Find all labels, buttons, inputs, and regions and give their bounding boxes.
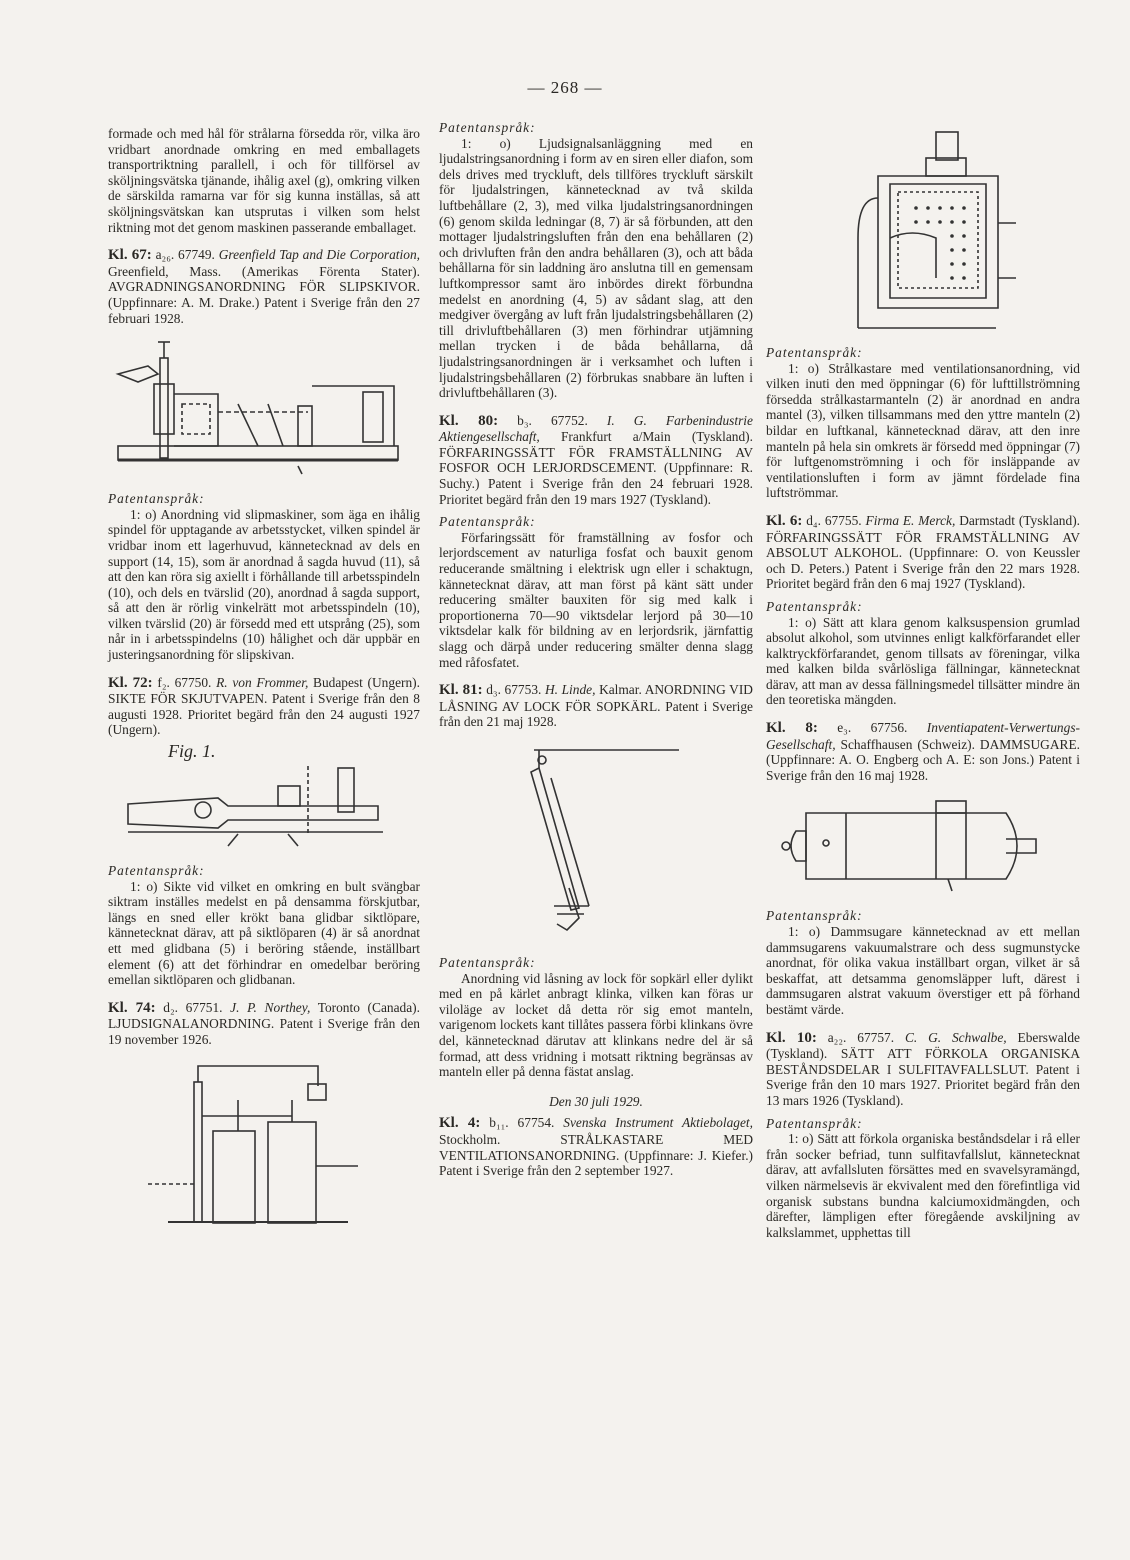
- claim-label: Patentanspråk:: [108, 863, 205, 879]
- entry-body: Kalmar. ANORDNING VID LÅSNING AV LOCK FÖR SOPKÄRL. Patent i Sverige från den 21 maj 1928.: [439, 682, 753, 730]
- figure-grinder-drawing: [108, 334, 420, 484]
- entry-number: 67751.: [185, 999, 223, 1015]
- entry-class: Kl. 4:: [439, 1115, 481, 1132]
- entry-body: Schaffhausen (Schweiz). DAMMSUGARE. (Uppfinnare: A. O. Engberg och A. E: son Jons.) Patent i Sverige från den 16 maj 1928.: [766, 736, 1080, 783]
- claim-label: Patentanspråk:: [766, 1115, 863, 1131]
- entry-body: Budapest (Ungern). SIKTE FÖR SKJUTVAPEN. Patent i Sverige från den 8 augusti 1928. Prioritet begärd från den 24 augusti 1927 (Ungern).: [108, 674, 420, 738]
- entry-number: 67754.: [517, 1115, 555, 1131]
- claim-text: Förfaringssätt för framställning av fosfor och lerjordscement av naturliga fosfat och bauxit genom reducerande smältning i elektrisk ugn eller i schaktugn, kännetecknat därav, att man först på känt sätt under reducering smälter bauxiten för sig med kalk i proportionerna 70—90 viktsdelar lerjord på 30—10 viktsdelar kalk för bildning av en lerjordsrik, järnfattig slagg och därpå under reducering smälter denna slagg med råfosfatet.: [439, 529, 753, 670]
- entry-number: 67756.: [870, 720, 908, 736]
- entry-67757-header: [766, 1030, 1080, 1109]
- claim-text: Anordning vid låsning av lock för sopkärl eller dylikt med en på kärlet anbragt klinka, vilken kan föras ur viloläge av locket då detta rör sig emot manteln, varigenom lockets kant tillåtes passera förbi klinkans övre del, kännetecknad därutav att klinkans nedre del är så formad, att dess vridning i motsatt riktning begränsas av manteln eller på denna fästat anslag.: [439, 970, 753, 1080]
- continued-claim: formade och med hål för strålarna försedda rör, vilka äro vridbart anordnade omkring en med emballagets transportriktning parallell, i och för tillförsel av sköljningsvätska tjänande, ihålig axel (g), omkring vilken de särskilda ramarna var för sig kunna inställas, så att sköljningsvätskan kan utsprutas i vilken som helst riktning mot det genom maskinen passerande emballaget.: [108, 126, 420, 235]
- claim-label: Patentanspråk:: [766, 345, 863, 360]
- entry-applicant: R. von Frommer,: [216, 674, 309, 690]
- lock-diagram: [439, 738, 739, 948]
- middle-column: [439, 120, 753, 1179]
- entry-subclass: e₃.: [837, 720, 852, 736]
- claim-text: 1: o) Sätt att klara genom kalksuspension grumlad absolut alkohol, som utvinnes enligt kalkförfarandet eller kalktryckförfarandet, genom tillsats av föreningar, vilka med kalken bilda svårlösliga fällningar, kännetecknat därav, att man av dessa fällningsmedel tillsätter mindre än den teoretiska mängden.: [766, 614, 1080, 708]
- signal-diagram: [108, 1056, 408, 1226]
- entry-class: Kl. 81:: [439, 682, 483, 699]
- claim-label: Patentanspråk:: [439, 514, 536, 530]
- entry-class: Kl. 67:: [108, 247, 152, 264]
- entry-body: Eberswalde (Tyskland). SÄTT ATT FÖRKOLA ORGANISKA BESTÅNDSDELAR I SULFITAVFALLSLUT. Patent i Sverige från den 10 mars 1927. Prioritet begärd från den 13 mars 1926 (Tyskland).: [766, 1029, 1080, 1108]
- entry-class: Kl. 6:: [766, 512, 803, 529]
- page-number: — 268 —: [527, 78, 603, 97]
- entry-applicant: H. Linde,: [544, 682, 596, 698]
- entry-class: Kl. 10:: [766, 1029, 817, 1046]
- entry-number: 67753.: [504, 682, 542, 698]
- claim-label: Patentanspråk:: [439, 120, 536, 135]
- entry-body: Frankfurt a/Main (Tyskland). FÖRFARINGSSÄTT FÖR FRAMSTÄLLNING AV FOSFOR OCH LERJORDSCEMENT. (Uppfinnare: R. Suchy.) Patent i Sverige från den 24 februari 1928. Prioritet begärd från den 19 mars 1927 (Tyskland).: [439, 429, 753, 507]
- entry-67754-header: [439, 1115, 753, 1178]
- claim-text: 1: o) Dammsugare kännetecknad av ett mellan dammsugarens vakuumalstrare och dess sugmunstycke anordnat, för olika vakua inställbart organ, vilket är så beskaffat, att detsamma genomsläpper luft, därest i dammsugaren alstrat vakuum överstiger ett på förhand bestämt värde.: [766, 924, 1080, 1017]
- figure-label: Fig. 1.: [168, 741, 216, 762]
- entry-applicant: Firma E. Merck,: [865, 512, 956, 528]
- entry-number: 67749.: [178, 247, 215, 263]
- figure-signal-drawing: [108, 1056, 420, 1226]
- entry-subclass: f₂.: [157, 674, 170, 690]
- entry-subclass: b₁₁.: [489, 1115, 509, 1131]
- right-column: [766, 128, 1080, 1240]
- date-heading: Den 30 juli 1929.: [549, 1093, 643, 1109]
- entry-number: 67757.: [857, 1029, 895, 1045]
- entry-67749-header: [108, 247, 420, 326]
- entry-67755-header: [766, 513, 1080, 592]
- entry-number: 67755.: [824, 512, 862, 528]
- claim-text: 1: o) Sikte vid vilket en omkring en bult svängbar siktram inställes medelst en på densamma förskjutbar, längs en sned eller krökt bana glidbar siktlöpare, kännetecknat därav, att på siktlöparen (4) är så anordnat ett med glidbana (5) i beröring stående, inställbart element (6) att det förhindrar en omedelbar beröring emellan siktlöparen och glidbanan.: [108, 878, 420, 988]
- claim-label: Patentanspråk:: [108, 491, 205, 507]
- entry-67750-header: [108, 675, 420, 738]
- searchlight-diagram: [766, 128, 1066, 338]
- entry-applicant: C. G. Schwalbe,: [904, 1029, 1007, 1045]
- vacuum-diagram: [766, 791, 1066, 901]
- entry-applicant: I. G. Farbenindustrie Aktiengesellschaft,: [439, 412, 753, 445]
- entry-body: Darmstadt (Tyskland). FÖRFARINGSSÄTT FÖR FRAMSTÄLLNING AV ABSOLUT ALKOHOL. (Uppfinnare: O. von Keussler och D. Peters.) Patent i Sverige från den 22 mars 1928. Prioritet begärd från den 6 maj 1927 (Tyskland).: [766, 512, 1080, 592]
- entry-67751-header: [108, 1000, 420, 1048]
- claim-text: 1: o) Strålkastare med ventilationsanordning, vid vilken inuti den med öppningar (6) för lufttillströmning försedda strålkastarmanteln (2) är anordnad en andra mantel (3), vilken tillsammans med den yttre manteln (2) bildar en luftkanal, kännetecknad därav, att den inre manteln på hela sin omkrets är försedd med öppningar (7) för luftgenomströmning i och för insläppande av ventilationsluften i form av jämnt fördelade fina luftströmmar.: [766, 360, 1080, 501]
- entry-number: 67752.: [550, 412, 588, 428]
- entry-body: Toronto (Canada). LJUDSIGNALANORDNING. Patent i Sverige från den 19 november 1926.: [108, 999, 420, 1047]
- entry-class: Kl. 72:: [108, 674, 153, 691]
- figure-vacuum-drawing: [766, 791, 1080, 901]
- sight-diagram: [108, 741, 408, 856]
- entry-body: Stockholm. STRÅLKASTARE MED VENTILATIONSANORDNING. (Uppfinnare: J. Kiefer.) Patent i Sverige från den 2 september 1927.: [439, 1131, 753, 1179]
- claim-text: 1: o) Sätt att förkola organiska beståndsdelar i rå eller från socker befriad, tunn sulfitavfallslut, kännetecknat därav, att avfallsluten försättes med en svavelsyramängd, vilken närmelsevis är ekvivalent med den förefintliga vid organisk substans bundna kalciumoxidmängden, och därefter, lämpligen efter föregående avskiljning av kalkslammet, upphettas till: [766, 1131, 1080, 1240]
- entry-number: 67750.: [174, 674, 212, 690]
- entry-applicant: Inventiapatent-Verwertungs-Gesellschaft,: [766, 720, 1080, 752]
- grinder-diagram: [108, 334, 408, 484]
- entry-subclass: d₂.: [163, 999, 179, 1015]
- entry-67756-header: [766, 720, 1080, 783]
- claim-label: Patentanspråk:: [766, 908, 863, 924]
- entry-subclass: d₄.: [806, 512, 821, 528]
- claim-label: Patentanspråk:: [766, 598, 863, 614]
- figure-lock-drawing: [439, 738, 753, 948]
- entry-applicant: J. P. Northey,: [230, 999, 311, 1015]
- claim-label: Patentanspråk:: [439, 954, 536, 970]
- figure-sight-drawing: [108, 741, 420, 856]
- figure-searchlight-drawing: [766, 128, 1080, 338]
- entry-subclass: d₃.: [486, 682, 501, 698]
- entry-applicant: Svenska Instrument Aktiebolaget,: [563, 1115, 753, 1131]
- entry-applicant: Greenfield Tap and Die Corporation,: [218, 247, 420, 263]
- left-column: [108, 126, 420, 1232]
- entry-subclass: a₂₂.: [827, 1029, 847, 1045]
- entry-body: Greenfield, Mass. (Amerikas Förenta Stater). AVGRADNINGSANORDNING FÖR SLIPSKIVOR. (Uppfinnare: A. M. Drake.) Patent i Sverige från den 27 februari 1928.: [108, 263, 420, 326]
- entry-subclass: a₂₆.: [155, 247, 175, 263]
- entry-67753-header: [439, 682, 753, 730]
- entry-class: Kl. 8:: [766, 720, 818, 737]
- entry-67752-header: [439, 413, 753, 508]
- claim-text: 1: o) Anordning vid slipmaskiner, som äga en ihålig spindel för upptagande av arbetsstycket, vilken spindel är vridbar inom ett lagerhuvud, kännetecknad av dels en support (14, 15), som är anordnad å sagda huvud (11), så att den kan röra sig axiellt i förhållande till arbetsspindeln (10), och dels en tvärslid (20), anordnad å sagda support, så att den är rörlig vinkelrätt mot arbetsspindeln (10), vilken tvärslid (20) är försedd med ett utsprång (25), som når in i arbetsspindelns (10) hålighet och där uppbär en justeringsanordning för slipskivan.: [108, 506, 420, 663]
- entry-class: Kl. 80:: [439, 412, 499, 429]
- entry-subclass: b₃.: [517, 412, 532, 428]
- entry-class: Kl. 74:: [108, 999, 156, 1016]
- claim-text: 1: o) Ljudsignalsanläggning med en ljudalstringsanordning i form av en siren eller diafon, som dels drives med tryckluft, dels tillföres tryckluft särskilt för ljudalstringen, kännetecknad av två skilda luftbehållare (2, 3), med vilka ljudalstringsanordningen (6) genom skilda ledningar (8, 7) är så förbunden, att den mottager ljudalstringsluften från den ena behållaren (2) och drivluften från den andra behållaren (3), och att båda behållarna för sin laddning äro anslutna till en gemensam luftkompressor samt äro inbördes direkt förbundna medelst en anordning (4, 5) av sådant slag, att den medgiver övergång av luft från ljudalstringsbehållaren (2) till drivluftbehållaren (3) men förhindrar utjämning mellan trycken i de båda behållarna, då ljudalstringsanordningen är i verksamhet och luften i ljudalstringsbehållaren (2) förbrukas snabbare än luften i drivluftbehållaren (3).: [439, 135, 753, 401]
